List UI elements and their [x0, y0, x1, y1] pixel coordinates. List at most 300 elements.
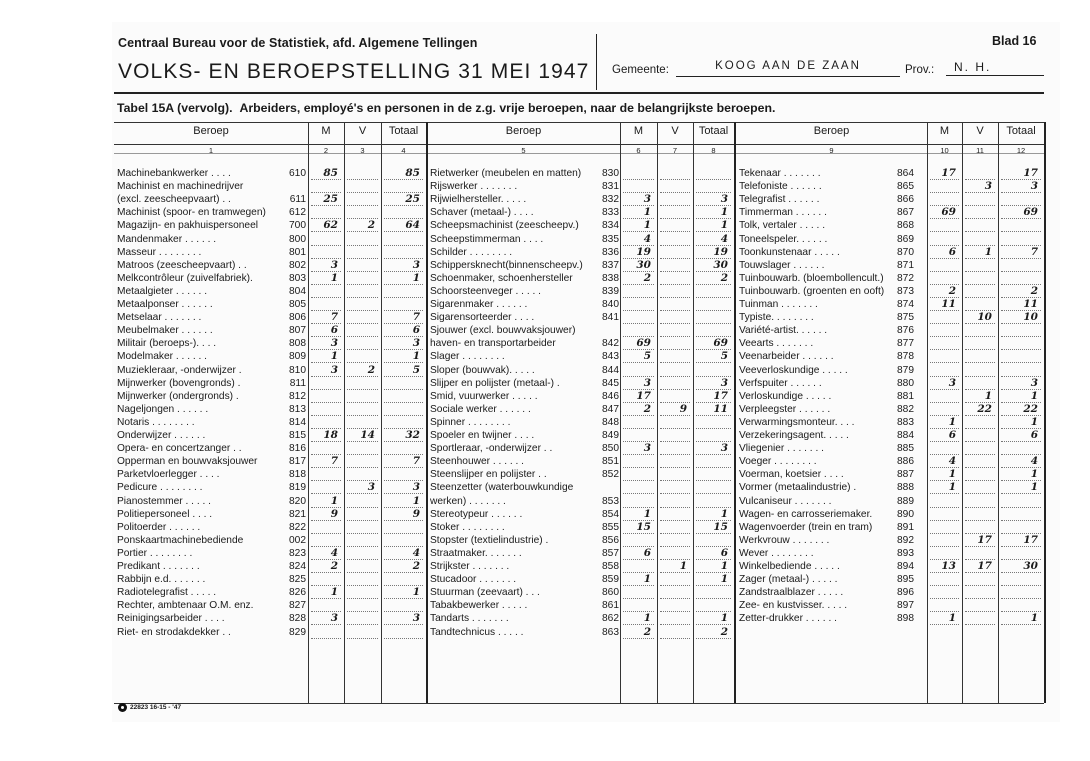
male-count: 3 [643, 442, 651, 455]
province-label: Prov.: [905, 64, 935, 76]
table-row [114, 481, 426, 494]
occupation-code: 837 [602, 259, 619, 271]
occupation-label: Parketvloerlegger . . . . [117, 469, 220, 481]
table-row [114, 442, 426, 455]
total-count: 15 [713, 520, 728, 533]
total-count: 3 [1030, 376, 1038, 389]
total-count: 30 [1023, 560, 1038, 572]
occupation-code: 892 [897, 534, 914, 546]
occupation-label: Melkcontrôleur (zuivelfabriek). [117, 272, 253, 284]
table-row [427, 350, 734, 363]
total-count: 25 [405, 193, 420, 206]
female-header: V [358, 125, 367, 137]
total-count: 19 [713, 245, 728, 258]
column-number: 1 [208, 146, 214, 155]
occupation-code: 809 [289, 351, 306, 363]
entry-line [384, 637, 423, 639]
occupation-label: Typiste. . . . . . . . [739, 312, 814, 324]
total-count: 5 [720, 350, 728, 363]
table-row [736, 324, 1044, 337]
table-row [114, 377, 426, 390]
occupation-code: 895 [897, 574, 914, 586]
occupation-code: 819 [289, 482, 306, 494]
entry-line [311, 637, 341, 639]
female-count: 17 [977, 533, 992, 546]
total-count: 3 [720, 442, 728, 455]
occupation-code: 890 [897, 508, 914, 520]
total-count: 5 [412, 363, 420, 376]
header-rule [114, 92, 1044, 94]
occupation-label: Mandenmaker . . . . . . [117, 233, 217, 245]
occupation-code: 849 [602, 430, 619, 441]
column-number: 9 [829, 146, 834, 155]
male-count: 2 [330, 560, 338, 572]
occupation-label: Machinist en machinedrijver [117, 181, 244, 193]
occupation-code: 878 [897, 351, 914, 363]
occupation-code: 852 [602, 469, 619, 481]
occupation-label: Vormer (metaalindustrie) . [739, 482, 857, 494]
total-count: 17 [1023, 167, 1038, 179]
table-row [736, 560, 1044, 573]
table-row [736, 534, 1044, 547]
occupation-code: 851 [602, 456, 619, 468]
occupation-code: 801 [289, 246, 306, 258]
occupation-label: Spinner . . . . . . . . [430, 416, 511, 428]
occupation-label: Rietwerker (meubelen en matten) [430, 168, 582, 179]
table-bottom-rule [114, 703, 1044, 704]
table-row [736, 521, 1044, 534]
male-count: 17 [941, 167, 956, 179]
table-row [114, 350, 426, 363]
occupation-label: Steenhouwer . . . . . . [430, 456, 525, 468]
male-count: 25 [323, 193, 338, 206]
occupation-label: Stucadoor . . . . . . . [430, 574, 517, 586]
total-count: 1 [720, 507, 728, 520]
occupation-label: Wagen- en carrosseriemaker. [739, 508, 873, 520]
male-count: 3 [330, 337, 338, 350]
table-row [736, 586, 1044, 599]
table-row [427, 180, 734, 193]
occupation-code: 891 [897, 521, 914, 533]
occupation-label: Militair (beroeps-). . . . [117, 338, 217, 350]
total-count: 2 [412, 560, 420, 572]
occupation-code: 611 [289, 194, 306, 206]
occupation-label: Stereotypeur . . . . . . [430, 508, 523, 520]
table-row [114, 180, 426, 193]
total-count: 64 [405, 219, 420, 232]
total-count: 4 [412, 546, 420, 559]
occupation-code: 807 [289, 325, 306, 337]
occupation-code: 897 [897, 600, 914, 612]
occupation-label: Reinigingsarbeider . . . . [117, 613, 225, 625]
male-count: 7 [330, 455, 338, 468]
occupation-label: Vliegenier . . . . . . . [739, 443, 824, 455]
female-count: 3 [984, 180, 992, 193]
occupation-label: Mijnwerker (bovengronds) . [117, 377, 241, 389]
occupation-code: 803 [289, 272, 306, 284]
male-count: 11 [941, 298, 956, 310]
occupation-label: Tekenaar . . . . . . . [739, 168, 821, 179]
table-row [427, 455, 734, 468]
occupation-code: 863 [602, 626, 619, 638]
male-count: 17 [636, 389, 651, 402]
male-count: 4 [643, 232, 651, 245]
occupation-code: 868 [897, 220, 914, 232]
male-count: 2 [643, 625, 651, 638]
occupation-code: 898 [897, 613, 914, 625]
occupation-code: 846 [602, 390, 619, 402]
total-count: 3 [720, 376, 728, 389]
occupation-label: Zager (metaal-) . . . . . [739, 574, 838, 586]
table-row [427, 626, 734, 639]
total-count: 1 [720, 573, 728, 586]
block-divider [1044, 122, 1046, 703]
table-row [736, 350, 1044, 363]
occupation-label: Notaris . . . . . . . . [117, 416, 195, 428]
male-count: 30 [636, 258, 651, 271]
occupation-label: Werkvrouw . . . . . . . [739, 534, 830, 546]
table-row [114, 468, 426, 481]
total-count: 10 [1023, 311, 1038, 324]
total-count: 3 [412, 337, 420, 350]
table-title [117, 101, 775, 115]
occupation-label: Spoeler en twijner . . . . [430, 430, 535, 441]
male-count: 3 [948, 376, 956, 389]
table-row [736, 193, 1044, 206]
occupation-label: Sjouwer (excl. bouwvaksjouwer) [430, 325, 576, 337]
occupation-label: Schoorsteenveger . . . . . [430, 285, 541, 297]
total-count: 11 [1023, 298, 1038, 310]
occupation-label: Tuinbouwarb. (bloembollencult.) [739, 272, 884, 284]
female-header: V [671, 125, 679, 137]
total-header: Totaal [698, 125, 729, 137]
table-row [736, 390, 1044, 403]
occupation-code: 885 [897, 443, 914, 455]
occupation-label: Veeverloskundige . . . . . [739, 364, 848, 376]
occupation-code: 808 [289, 338, 306, 350]
female-count: 22 [977, 402, 992, 415]
total-count: 17 [1023, 533, 1038, 546]
male-count: 5 [643, 350, 651, 363]
table-row [114, 390, 426, 403]
occupation-code: 856 [602, 534, 619, 546]
header-bottom-rule [114, 144, 1044, 145]
province-value: N. H. [946, 60, 1044, 76]
occupation-code: 894 [897, 561, 914, 572]
total-count: 6 [720, 546, 728, 559]
column-number: 5 [521, 146, 526, 155]
occupation-code: 864 [897, 168, 914, 179]
male-count: 3 [643, 376, 651, 389]
male-count: 2 [643, 271, 651, 284]
occupation-code: 814 [289, 416, 306, 428]
occupation-label: Tabakbewerker . . . . . [430, 600, 528, 612]
male-count: 6 [948, 245, 956, 258]
male-count: 4 [948, 455, 956, 468]
occupation-code: 866 [897, 194, 914, 206]
female-count: 10 [977, 311, 992, 324]
total-count: 1 [412, 350, 420, 363]
table-row [114, 534, 426, 547]
occupation-label: Tolk, vertaler . . . . . [739, 220, 826, 232]
occupation-label: Verpleegster . . . . . . [739, 403, 831, 415]
occupation-label: Touwslager . . . . . . [739, 259, 825, 271]
male-count: 1 [330, 350, 338, 363]
total-count: 30 [713, 258, 728, 271]
male-count: 85 [323, 167, 338, 179]
occupation-label: (excl. zeescheepvaart) . . [117, 194, 231, 206]
female-count: 17 [977, 560, 992, 572]
table-row [736, 573, 1044, 586]
male-count: 7 [330, 311, 338, 324]
occupation-code: 816 [289, 443, 306, 455]
occupation-label: Verzekeringsagent. . . . . [739, 430, 849, 441]
occupation-code: 831 [602, 181, 619, 193]
occupation-label: Ponskaartmachinebediende [117, 534, 244, 546]
table-top-rule [114, 122, 1044, 123]
gemeente-value: KOOG AAN DE ZAAN [676, 60, 900, 77]
occupation-label: Schilder . . . . . . . . [430, 246, 513, 258]
occupation-label: Modelmaker . . . . . . [117, 351, 208, 363]
male-count: 1 [330, 586, 338, 599]
table-row [427, 193, 734, 206]
occupation-label: Veearts . . . . . . . [739, 338, 814, 350]
occupation-label: Matroos (zeescheepvaart) . . [117, 259, 247, 271]
occupation-code: 879 [897, 364, 914, 376]
column-number: 12 [1016, 146, 1026, 155]
occupation-code: 877 [897, 338, 914, 350]
table-row [114, 455, 426, 468]
sheet-number: Blad 16 [992, 34, 1037, 48]
total-count: 1 [1030, 468, 1038, 481]
table-row [736, 233, 1044, 246]
total-count: 3 [1030, 180, 1038, 193]
table-row [114, 364, 426, 377]
table-row [114, 586, 426, 599]
occupation-label: Sigarenmaker . . . . . . [430, 299, 528, 310]
occupation-code: 829 [289, 626, 306, 638]
table-row [114, 495, 426, 508]
table-row [427, 246, 734, 259]
total-count: 85 [405, 167, 420, 179]
table-row [114, 573, 426, 586]
table-row [427, 233, 734, 246]
occupation-label: Rabbijn e.d. . . . . . . [117, 574, 206, 586]
occupation-label: Steenslijper en polijster . . [430, 469, 547, 481]
occupation-code: 815 [289, 430, 306, 441]
gemeente-label: Gemeente: [612, 64, 669, 76]
table-row [427, 206, 734, 219]
table-row [114, 311, 426, 324]
occupation-code: 870 [897, 246, 914, 258]
occupation-code: 802 [289, 259, 306, 271]
column-number: 4 [401, 146, 406, 155]
table-row [114, 547, 426, 560]
male-count: 18 [323, 429, 338, 441]
total-count: 1 [1030, 612, 1038, 625]
female-count: 2 [367, 363, 375, 376]
occupation-label: Steenzetter (waterbouwkundige [430, 482, 574, 494]
total-count: 2 [720, 625, 728, 638]
occupation-label: Straatmaker. . . . . . . [430, 547, 522, 559]
total-count: 32 [405, 429, 420, 441]
total-count: 1 [1030, 415, 1038, 428]
beroep-header: Beroep [813, 125, 850, 137]
table-row [114, 193, 426, 206]
table-row [114, 560, 426, 573]
occupation-code: 836 [602, 246, 619, 258]
total-count: 2 [1030, 284, 1038, 297]
occupation-code: 804 [289, 285, 306, 297]
occupation-label: Metselaar . . . . . . . [117, 312, 202, 324]
column-number: 8 [711, 146, 716, 155]
table-row [114, 259, 426, 272]
total-count: 3 [720, 193, 728, 206]
table-row [114, 337, 426, 350]
occupation-code: 826 [289, 587, 306, 599]
male-count: 13 [941, 560, 956, 572]
occupation-label: Stoker . . . . . . . . [430, 521, 505, 533]
total-count: 6 [412, 324, 420, 337]
total-count: 69 [1023, 206, 1038, 219]
table-row [114, 298, 426, 311]
occupation-code: 882 [897, 403, 914, 415]
table-row [114, 612, 426, 625]
occupation-code: 820 [289, 495, 306, 507]
occupation-code: 850 [602, 443, 619, 455]
occupation-label: Machinist (spoor- en tramwegen) [117, 207, 266, 219]
occupation-label: Tuinman . . . . . . . [739, 299, 818, 310]
total-count: 7 [1030, 245, 1038, 258]
table-row [114, 285, 426, 298]
occupation-label: Portier . . . . . . . . [117, 547, 193, 559]
total-count: 1 [1030, 389, 1038, 402]
occupation-code: 880 [897, 377, 914, 389]
occupation-code: 893 [897, 547, 914, 559]
total-count: 1 [412, 271, 420, 284]
male-header: M [321, 125, 331, 137]
table-row [114, 324, 426, 337]
table-row [736, 416, 1044, 429]
table-row [427, 311, 734, 324]
column-number: 11 [976, 146, 984, 155]
table-row [427, 324, 734, 337]
occupation-code: 811 [289, 377, 306, 389]
male-count: 1 [948, 481, 956, 494]
occupation-label: werken) . . . . . . . [430, 495, 506, 507]
print-footer [118, 703, 181, 712]
table-row [114, 246, 426, 259]
total-count: 17 [713, 389, 728, 402]
occupation-label: Telefoniste . . . . . . [739, 181, 822, 193]
occupation-code: 871 [897, 259, 914, 271]
total-count: 2 [720, 271, 728, 284]
table-row [736, 455, 1044, 468]
occupation-label: Wever . . . . . . . . [739, 547, 814, 559]
occupation-label: Sportleraar, -onderwijzer . . [430, 443, 553, 455]
occupation-label: Voeger . . . . . . . . [739, 456, 817, 468]
total-count: 6 [1030, 429, 1038, 441]
occupation-label: Metaalponser . . . . . . [117, 299, 213, 310]
occupation-label: haven- en transportarbeider [430, 338, 556, 350]
table-row [427, 377, 734, 390]
occupation-label: Pianostemmer . . . . . [117, 495, 211, 507]
total-header: Totaal [1006, 125, 1036, 137]
table-row [427, 272, 734, 285]
occupation-code: 821 [289, 508, 306, 520]
occupation-code: 822 [289, 521, 306, 533]
occupation-code: 876 [897, 325, 914, 337]
occupation-code: 874 [897, 299, 914, 310]
header-divider [596, 34, 597, 90]
occupation-label: Sociale werker . . . . . . [430, 403, 531, 415]
occupation-label: Tandarts . . . . . . . [430, 613, 509, 625]
table-row [114, 233, 426, 246]
total-header: Totaal [388, 125, 419, 137]
occupation-label: Radiotelegrafist . . . . . [117, 587, 217, 599]
table-row [736, 337, 1044, 350]
total-count: 11 [713, 402, 728, 415]
female-count: 9 [679, 402, 687, 415]
table-row [736, 599, 1044, 612]
table-row [736, 285, 1044, 298]
male-count: 6 [948, 429, 956, 441]
table-row [736, 206, 1044, 219]
table-row [427, 259, 734, 272]
total-count: 3 [412, 481, 420, 494]
occupation-code: 806 [289, 312, 306, 324]
male-count: 3 [330, 258, 338, 271]
table-row [427, 337, 734, 350]
occupation-code: 861 [602, 600, 619, 612]
occupation-label: Sigarensorteerder . . . . [430, 312, 535, 324]
occupation-label: Masseur . . . . . . . . [117, 246, 202, 258]
occupation-code: 840 [602, 299, 619, 310]
occupation-label: Timmerman . . . . . . [739, 207, 827, 219]
occupation-code: 833 [602, 207, 619, 219]
occupation-code: 830 [602, 168, 619, 179]
table-row [114, 521, 426, 534]
total-count: 69 [713, 337, 728, 350]
table-row [427, 390, 734, 403]
male-count: 1 [948, 612, 956, 625]
occupation-label: Rechter, ambtenaar O.M. enz. [117, 600, 254, 612]
table-row [736, 403, 1044, 416]
table-row [427, 495, 734, 508]
male-count: 1 [948, 415, 956, 428]
occupation-code: 872 [897, 272, 914, 284]
occupation-label: Opera- en concertzanger . . [117, 443, 242, 455]
occupation-code: 810 [289, 364, 306, 376]
occupation-label: Zandstraalblazer . . . . . [739, 587, 844, 599]
occupation-label: Toneelspeler. . . . . . [739, 233, 828, 245]
total-count: 3 [412, 258, 420, 271]
occupation-code: 825 [289, 574, 306, 586]
occupation-label: Rijswerker . . . . . . . [430, 181, 518, 193]
table-row [736, 298, 1044, 311]
occupation-label: Opperman en bouwvaksjouwer [117, 456, 258, 468]
female-count: 2 [367, 219, 375, 232]
occupation-code: 869 [897, 233, 914, 245]
occupation-code: 835 [602, 233, 619, 245]
table-row [736, 219, 1044, 232]
table-row [427, 219, 734, 232]
total-count: 1 [1030, 481, 1038, 494]
occupation-label: Smid, vuurwerker . . . . . [430, 390, 538, 402]
female-count: 1 [679, 560, 687, 572]
table-row [736, 547, 1044, 560]
occupation-code: 700 [289, 220, 306, 232]
